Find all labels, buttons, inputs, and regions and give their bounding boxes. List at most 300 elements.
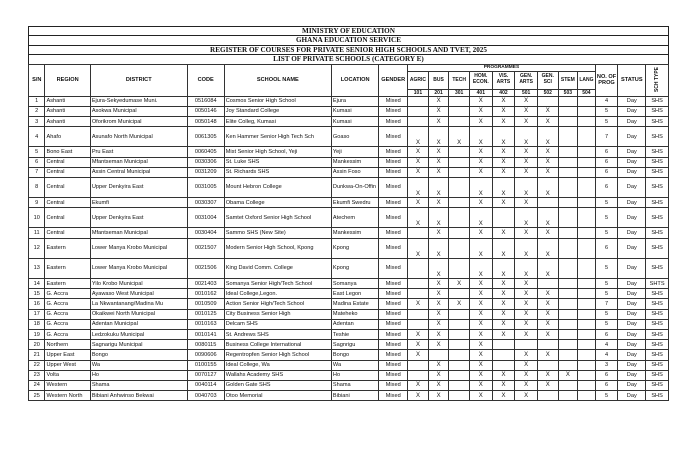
row-location: Yeji — [331, 147, 378, 157]
programme-mark-cell: X — [537, 116, 558, 126]
programme-mark-cell — [492, 208, 515, 228]
row-region: Ashanti — [45, 116, 90, 126]
row-code: 0010141 — [187, 329, 224, 339]
programme-mark-cell: X — [515, 238, 538, 258]
table-row — [29, 208, 669, 228]
row-sn: 22 — [29, 360, 45, 370]
row-gender: Mixed — [379, 116, 408, 126]
programme-mark-cell: X — [515, 370, 538, 380]
programme-mark-cell: X — [515, 208, 538, 228]
row-region: Upper East — [45, 350, 90, 360]
programme-mark-cell: X — [537, 289, 558, 299]
row-sn: 1 — [29, 96, 45, 106]
table-row — [29, 96, 669, 106]
row-region: Ashanti — [45, 96, 90, 106]
row-status: Day — [618, 350, 646, 360]
header-prog-lang: LANG — [578, 71, 596, 89]
row-location: Goaso — [331, 127, 378, 147]
row-sch-type: SHS — [646, 147, 669, 157]
programme-mark-cell: X — [469, 258, 492, 278]
row-school-name: Business College International — [224, 340, 331, 350]
programme-mark-cell — [558, 380, 578, 390]
row-no-of-prog: 6 — [595, 370, 618, 380]
programme-mark-cell: X — [408, 380, 429, 390]
programme-mark-cell: X — [428, 340, 449, 350]
programme-mark-cell: X — [492, 309, 515, 319]
programme-mark-cell — [449, 319, 470, 329]
row-school-name: Modern Senior High School, Kpong — [224, 238, 331, 258]
row-district: Asunafo North Municipal — [90, 127, 187, 147]
programme-mark-cell: X — [515, 198, 538, 208]
programme-mark-cell: X — [428, 360, 449, 370]
programme-mark-cell — [449, 258, 470, 278]
row-status: Day — [618, 309, 646, 319]
row-district: Ejura-Sekyedumase Muni. — [90, 96, 187, 106]
row-school-name: Ideal College,Legon. — [224, 289, 331, 299]
programme-mark-cell: X — [492, 380, 515, 390]
row-school-name: Ken Hammer Senior High Tech Sch — [224, 127, 331, 147]
row-district: Oforikrom Municipal — [90, 116, 187, 126]
row-no-of-prog: 5 — [595, 228, 618, 238]
row-school-name: Mount Hebron College — [224, 177, 331, 197]
row-code: 0010162 — [187, 289, 224, 299]
header-prog-bus: BUS — [428, 71, 449, 89]
programme-mark-cell — [449, 157, 470, 167]
row-sch-type: SHS — [646, 228, 669, 238]
row-no-of-prog: 5 — [595, 106, 618, 116]
row-code: 0080115 — [187, 340, 224, 350]
programme-mark-cell — [408, 309, 429, 319]
row-sn: 19 — [29, 329, 45, 339]
programme-mark-cell: X — [515, 350, 538, 360]
programme-mark-cell — [578, 127, 596, 147]
row-gender: Mixed — [379, 360, 408, 370]
row-location: Kpong — [331, 258, 378, 278]
programme-mark-cell: X — [492, 177, 515, 197]
row-district: Ayawaso West Municipal — [90, 289, 187, 299]
programme-mark-cell — [537, 279, 558, 289]
programme-mark-cell — [578, 238, 596, 258]
row-no-of-prog: 5 — [595, 289, 618, 299]
table-row — [29, 127, 669, 147]
programme-mark-cell: X — [492, 167, 515, 177]
programme-mark-cell — [578, 370, 596, 380]
programme-mark-cell: X — [408, 167, 429, 177]
table-row — [29, 350, 669, 360]
table-row — [29, 228, 669, 238]
programme-mark-cell — [558, 299, 578, 309]
programme-mark-cell — [408, 116, 429, 126]
row-sch-type: SHTS — [646, 279, 669, 289]
row-no-of-prog: 5 — [595, 391, 618, 401]
programme-mark-cell — [449, 116, 470, 126]
service-title: GHANA EDUCATION SERVICE — [28, 35, 669, 44]
row-gender: Mixed — [379, 157, 408, 167]
row-no-of-prog: 5 — [595, 279, 618, 289]
programme-mark-cell: X — [492, 391, 515, 401]
programme-mark-cell — [408, 258, 429, 278]
programme-mark-cell: X — [469, 116, 492, 126]
row-no-of-prog: 6 — [595, 329, 618, 339]
programme-mark-cell — [578, 289, 596, 299]
programme-mark-cell — [578, 309, 596, 319]
row-gender: Mixed — [379, 106, 408, 116]
programme-mark-cell — [449, 289, 470, 299]
programme-mark-cell — [578, 167, 596, 177]
ministry-title: MINISTRY OF EDUCATION — [28, 26, 669, 35]
programme-mark-cell: X — [515, 106, 538, 116]
programme-mark-cell — [449, 167, 470, 177]
programme-mark-cell — [558, 340, 578, 350]
programme-mark-cell — [515, 340, 538, 350]
programme-mark-cell: X — [469, 177, 492, 197]
row-region: Volta — [45, 370, 90, 380]
row-no-of-prog: 6 — [595, 380, 618, 390]
row-sch-type: SHS — [646, 208, 669, 228]
row-location: Shama — [331, 380, 378, 390]
programme-mark-cell — [408, 228, 429, 238]
row-sch-type: SHS — [646, 391, 669, 401]
row-status: Day — [618, 198, 646, 208]
programme-mark-cell — [449, 177, 470, 197]
row-status: Day — [618, 116, 646, 126]
table-body — [29, 96, 669, 401]
row-school-name: Wallahs Academy SHS — [224, 370, 331, 380]
programme-mark-cell: X — [428, 309, 449, 319]
programme-mark-cell — [558, 319, 578, 329]
programme-mark-cell: X — [537, 238, 558, 258]
row-school-name: Obama College — [224, 198, 331, 208]
row-sch-type: SHS — [646, 340, 669, 350]
row-status: Day — [618, 299, 646, 309]
row-status: Day — [618, 380, 646, 390]
programme-mark-cell — [558, 360, 578, 370]
programme-mark-cell: X — [492, 299, 515, 309]
prog-code-501: 501 — [515, 89, 538, 96]
programme-mark-cell: X — [428, 198, 449, 208]
programme-mark-cell: X — [469, 391, 492, 401]
programme-mark-cell — [537, 340, 558, 350]
programme-mark-cell: X — [469, 208, 492, 228]
row-location: Mankessim — [331, 228, 378, 238]
row-location: Mateheko — [331, 309, 378, 319]
row-sch-type: SHS — [646, 350, 669, 360]
row-sn: 3 — [29, 116, 45, 126]
programme-mark-cell — [558, 309, 578, 319]
row-code: 0021403 — [187, 279, 224, 289]
programme-mark-cell: X — [428, 329, 449, 339]
programme-mark-cell: X — [537, 177, 558, 197]
schools-table — [28, 64, 669, 402]
programme-mark-cell: X — [428, 228, 449, 238]
row-region: Eastern — [45, 258, 90, 278]
row-gender: Mixed — [379, 127, 408, 147]
row-gender: Mixed — [379, 309, 408, 319]
row-status: Day — [618, 360, 646, 370]
row-code: 0100155 — [187, 360, 224, 370]
programme-mark-cell: X — [469, 167, 492, 177]
row-location: Mankessim — [331, 157, 378, 167]
programme-mark-cell — [408, 370, 429, 380]
row-region: G. Accra — [45, 289, 90, 299]
programme-mark-cell: X — [537, 309, 558, 319]
programme-mark-cell — [492, 340, 515, 350]
row-code: 0010509 — [187, 299, 224, 309]
programme-mark-cell: X — [428, 299, 449, 309]
programme-mark-cell — [537, 391, 558, 401]
row-location: Sagnrigu — [331, 340, 378, 350]
row-status: Day — [618, 370, 646, 380]
programme-mark-cell: X — [537, 258, 558, 278]
programme-mark-cell — [578, 157, 596, 167]
row-region: Western — [45, 380, 90, 390]
row-location: Adentan — [331, 319, 378, 329]
programme-mark-cell — [578, 340, 596, 350]
row-sch-type: SHS — [646, 329, 669, 339]
programme-mark-cell: X — [515, 329, 538, 339]
row-sch-type: SHS — [646, 370, 669, 380]
programme-mark-cell: X — [408, 238, 429, 258]
row-school-name: Sammo SHS (New Site) — [224, 228, 331, 238]
row-no-of-prog: 7 — [595, 299, 618, 309]
row-gender: Mixed — [379, 238, 408, 258]
row-code: 0060405 — [187, 147, 224, 157]
programme-mark-cell: X — [428, 106, 449, 116]
programme-mark-cell: X — [428, 147, 449, 157]
row-location: Kumasi — [331, 106, 378, 116]
row-location: Dunkwa-On-Offin — [331, 177, 378, 197]
programme-mark-cell — [578, 228, 596, 238]
row-status: Day — [618, 106, 646, 116]
header-gender: GENDER — [379, 64, 408, 96]
programme-mark-cell: X — [515, 380, 538, 390]
programme-mark-cell: X — [469, 289, 492, 299]
row-gender: Mixed — [379, 96, 408, 106]
programme-mark-cell: X — [515, 228, 538, 238]
row-code: 0031209 — [187, 167, 224, 177]
row-region: Upper West — [45, 360, 90, 370]
row-region: G. Accra — [45, 299, 90, 309]
programme-mark-cell: X — [428, 380, 449, 390]
header-prog-vis-arts: VIS. ARTS — [492, 71, 515, 89]
row-no-of-prog: 5 — [595, 116, 618, 126]
programme-mark-cell: X — [469, 360, 492, 370]
programme-mark-cell — [492, 360, 515, 370]
table-row — [29, 370, 669, 380]
row-region: G. Accra — [45, 329, 90, 339]
programme-mark-cell: X — [537, 350, 558, 360]
table-row — [29, 319, 669, 329]
row-sn: 9 — [29, 198, 45, 208]
programme-mark-cell: X — [537, 208, 558, 228]
row-sn: 10 — [29, 208, 45, 228]
prog-code-504: 504 — [578, 89, 596, 96]
row-status: Day — [618, 177, 646, 197]
row-gender: Mixed — [379, 340, 408, 350]
row-status: Day — [618, 391, 646, 401]
programme-mark-cell: X — [492, 329, 515, 339]
row-no-of-prog: 5 — [595, 198, 618, 208]
table-row — [29, 279, 669, 289]
programme-mark-cell — [578, 350, 596, 360]
programme-mark-cell: X — [492, 238, 515, 258]
programme-mark-cell: X — [428, 127, 449, 147]
row-gender: Mixed — [379, 289, 408, 299]
table-header — [29, 64, 669, 96]
row-district: Shama — [90, 380, 187, 390]
programme-mark-cell — [558, 279, 578, 289]
row-status: Day — [618, 238, 646, 258]
header-programmes: PROGRAMMES — [408, 64, 596, 71]
row-no-of-prog: 3 — [595, 360, 618, 370]
header-sch-type — [646, 64, 669, 96]
row-sch-type: SHS — [646, 116, 669, 126]
row-region: Ahafo — [45, 127, 90, 147]
programme-mark-cell: X — [469, 380, 492, 390]
programme-mark-cell: X — [408, 198, 429, 208]
programme-mark-cell: X — [469, 228, 492, 238]
programme-mark-cell — [449, 380, 470, 390]
row-gender: Mixed — [379, 228, 408, 238]
row-gender: Mixed — [379, 391, 408, 401]
row-sch-type: SHS — [646, 177, 669, 197]
row-sch-type: SHS — [646, 380, 669, 390]
programme-mark-cell — [449, 228, 470, 238]
programme-mark-cell — [558, 127, 578, 147]
programme-mark-cell — [578, 319, 596, 329]
row-district: Lower Manya Krobo Municipal — [90, 238, 187, 258]
programme-mark-cell — [578, 198, 596, 208]
row-sn: 18 — [29, 319, 45, 329]
row-region: G. Accra — [45, 309, 90, 319]
programme-mark-cell: X — [408, 147, 429, 157]
programme-mark-cell: X — [428, 208, 449, 228]
row-code: 0070127 — [187, 370, 224, 380]
table-row — [29, 157, 669, 167]
row-region: Northern — [45, 340, 90, 350]
row-status: Day — [618, 96, 646, 106]
table-row — [29, 329, 669, 339]
row-district: Mfantseman Municipal — [90, 157, 187, 167]
row-region: Central — [45, 177, 90, 197]
row-sn: 6 — [29, 157, 45, 167]
programme-mark-cell: X — [428, 157, 449, 167]
row-school-name: Somanya Senior High/Tech School — [224, 279, 331, 289]
table-row — [29, 309, 669, 319]
row-district: Okaikwei North Municipal — [90, 309, 187, 319]
row-status: Day — [618, 329, 646, 339]
programme-mark-cell — [558, 329, 578, 339]
row-status: Day — [618, 228, 646, 238]
row-district: Ho — [90, 370, 187, 380]
programme-mark-cell: X — [428, 370, 449, 380]
programme-mark-cell: X — [537, 228, 558, 238]
programme-mark-cell — [558, 177, 578, 197]
row-no-of-prog: 6 — [595, 167, 618, 177]
programme-mark-cell: X — [469, 198, 492, 208]
programme-mark-cell — [558, 289, 578, 299]
row-sn: 15 — [29, 289, 45, 299]
row-school-name: St. Andrews SHS — [224, 329, 331, 339]
header-sn: S/N — [29, 64, 45, 96]
header-location: LOCATION — [331, 64, 378, 96]
programme-mark-cell: X — [537, 167, 558, 177]
row-sn: 8 — [29, 177, 45, 197]
row-district: Pru East — [90, 147, 187, 157]
programme-mark-cell: X — [515, 167, 538, 177]
table-row — [29, 177, 669, 197]
programme-mark-cell — [449, 340, 470, 350]
programme-mark-cell: X — [492, 279, 515, 289]
programme-mark-cell: X — [537, 147, 558, 157]
row-code: 0090606 — [187, 350, 224, 360]
programme-mark-cell: X — [515, 279, 538, 289]
row-region: Eastern — [45, 238, 90, 258]
programme-mark-cell — [558, 198, 578, 208]
programme-mark-cell: X — [537, 329, 558, 339]
programme-mark-cell: X — [492, 198, 515, 208]
row-location: Kumasi — [331, 116, 378, 126]
row-region: Central — [45, 208, 90, 228]
row-sch-type: SHS — [646, 238, 669, 258]
row-district: Upper Denkyira East — [90, 208, 187, 228]
programme-mark-cell: X — [408, 299, 429, 309]
row-no-of-prog: 5 — [595, 208, 618, 228]
row-location: Atechem — [331, 208, 378, 228]
programme-mark-cell — [449, 360, 470, 370]
row-gender: Mixed — [379, 279, 408, 289]
programme-mark-cell — [449, 208, 470, 228]
programme-mark-cell: X — [515, 289, 538, 299]
table-row — [29, 391, 669, 401]
programme-mark-cell — [578, 116, 596, 126]
prog-code-301: 301 — [449, 89, 470, 96]
row-status: Day — [618, 157, 646, 167]
programme-mark-cell — [578, 147, 596, 157]
programme-mark-cell: X — [428, 116, 449, 126]
row-no-of-prog: 6 — [595, 238, 618, 258]
row-gender: Mixed — [379, 329, 408, 339]
programme-mark-cell — [408, 319, 429, 329]
row-code: 0050146 — [187, 106, 224, 116]
programme-mark-cell — [558, 258, 578, 278]
programme-mark-cell — [578, 391, 596, 401]
programme-mark-cell — [578, 96, 596, 106]
header-no-of-prog: NO. OF PROG — [595, 64, 618, 96]
row-location: East Legon — [331, 289, 378, 299]
row-region: Ashanti — [45, 106, 90, 116]
row-gender: Mixed — [379, 147, 408, 157]
row-gender: Mixed — [379, 258, 408, 278]
programme-mark-cell: X — [408, 157, 429, 167]
row-district: Bibiani Anhwinso Bekwai — [90, 391, 187, 401]
row-district: Ekumfi — [90, 198, 187, 208]
row-location: Assin Foso — [331, 167, 378, 177]
programme-mark-cell: X — [492, 319, 515, 329]
list-title: LIST OF PRIVATE SCHOOLS (CATEGORY E) — [28, 54, 669, 63]
programme-mark-cell: X — [469, 350, 492, 360]
row-school-name: Cosmos Senior High School — [224, 96, 331, 106]
programme-mark-cell: X — [428, 279, 449, 289]
programme-mark-cell: X — [492, 106, 515, 116]
table-row — [29, 340, 669, 350]
programme-mark-cell: X — [428, 391, 449, 401]
row-region: Western North — [45, 391, 90, 401]
row-no-of-prog: 5 — [595, 319, 618, 329]
table-row — [29, 299, 669, 309]
row-code: 0021506 — [187, 258, 224, 278]
row-school-name: Mist Senior High School, Yeji — [224, 147, 331, 157]
